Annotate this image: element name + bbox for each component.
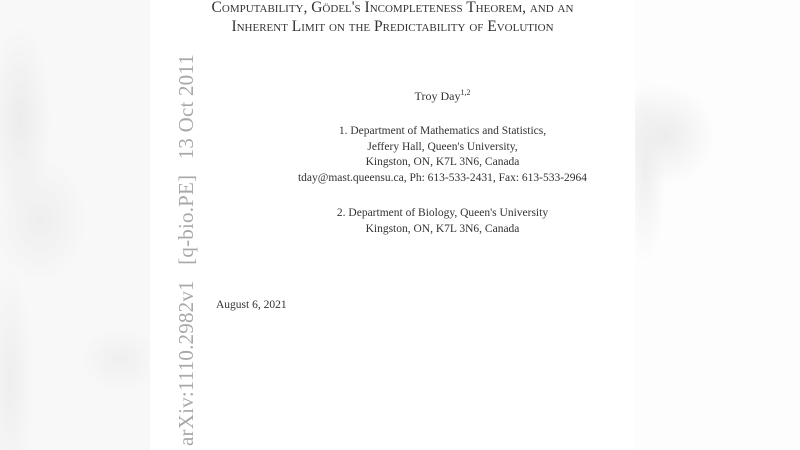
affiliation-2: [200, 206, 685, 237]
paper-title: [100, 0, 685, 36]
title-line-2: Inherent Limit on the Predictability of Evolution: [231, 18, 554, 35]
affiliation-1-line-2: Jeffery Hall, Queen's University,: [367, 140, 518, 153]
arxiv-id: arXiv:1110.2982v1: [174, 280, 198, 446]
paper-date: August 6, 2021: [216, 299, 287, 311]
arxiv-date: 13 Oct 2011: [174, 54, 198, 160]
affiliation-2-line-2: Kingston, ON, K7L 3N6, Canada: [365, 222, 520, 235]
author-name: Troy Day: [414, 89, 461, 103]
affiliation-1: [200, 124, 685, 186]
blurred-background-left: [0, 0, 150, 450]
author-affiliation-marks: 1,2: [460, 88, 471, 97]
affiliation-1-contact: tday@mast.queensu.ca, Ph: 613-533-2431, Fax: 613-533-2964: [297, 171, 588, 184]
affiliation-1-line-3: Kingston, ON, K7L 3N6, Canada: [365, 156, 520, 168]
author: [200, 85, 685, 105]
title-line-1: Computability, Gödel's Incompleteness Theorem, and an: [211, 0, 574, 16]
affiliation-1-line-1: 1. Department of Mathematics and Statistics,: [338, 125, 547, 137]
arxiv-category: [q-bio.PE]: [174, 174, 198, 265]
arxiv-stamp: [176, 44, 197, 446]
affiliation-2-line-1: 2. Department of Biology, Queen's University: [336, 207, 549, 219]
